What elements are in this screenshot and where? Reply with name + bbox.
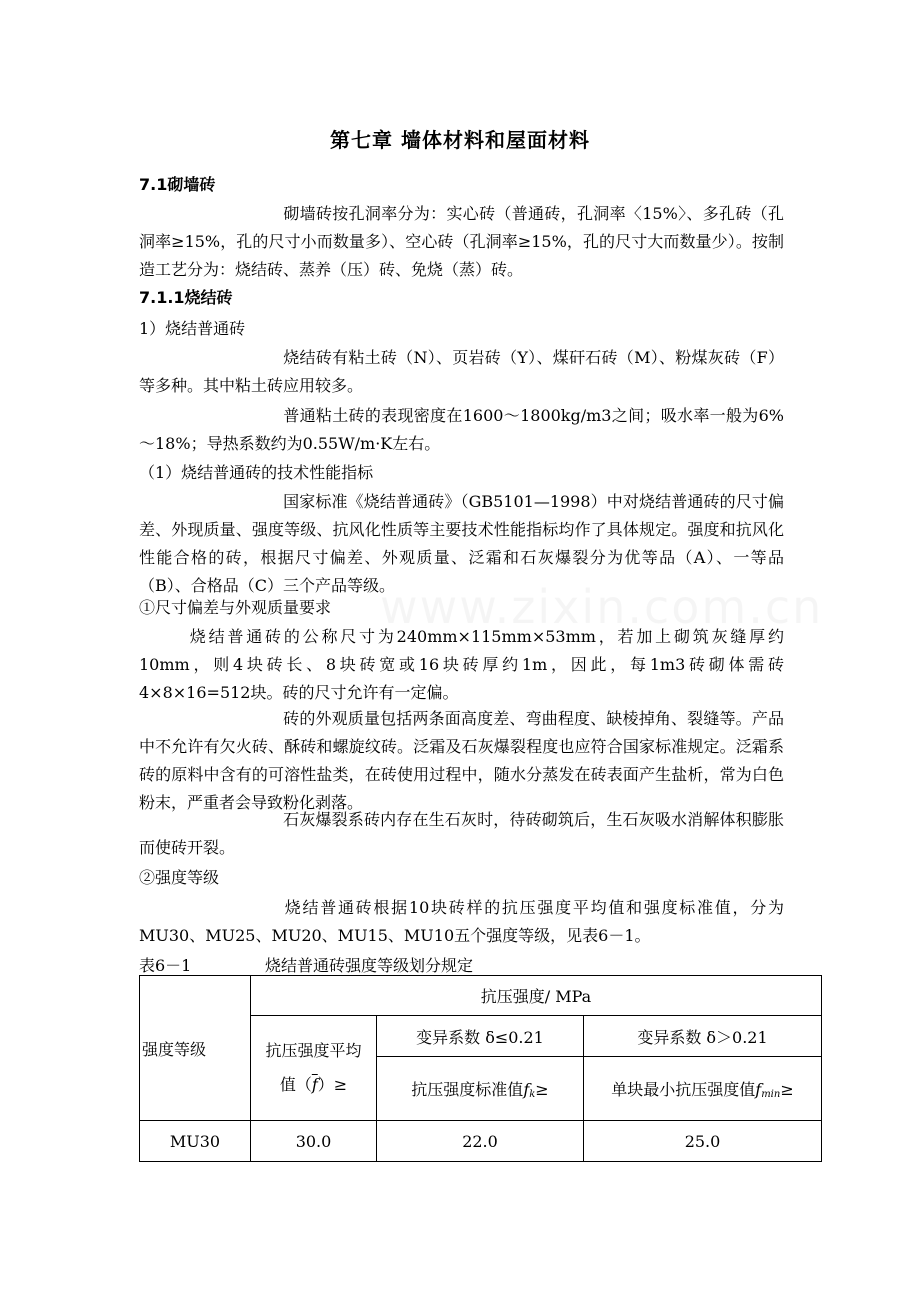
table-row [140, 1121, 822, 1162]
table-caption [139, 953, 474, 976]
header-variation-le: 变异系数 δ≤0.21 [377, 1016, 584, 1057]
header-compressive-strength: 抗压强度/ MPa [251, 976, 822, 1016]
strength-grade-table [139, 975, 822, 1162]
cell-average: 30.0 [251, 1121, 377, 1162]
header-variation-gt: 变异系数 δ＞0.21 [584, 1016, 822, 1057]
paragraph-strength-grades: 烧结普通砖根据10块砖样的抗压强度平均值和强度标准值，分为MU30、MU25、MU20、MU15、MU10五个强度等级，见表6－1。 [139, 898, 784, 945]
subheading-size-deviation: ①尺寸偏差与外观质量要求 [139, 598, 332, 617]
paragraph-nominal-size: 烧结普通砖的公称尺寸为240mm×115mm×53mm，若加上砌筑灰缝厚约10mm，则4块砖长、8块砖宽或16块砖厚约1m，因此，每1m3砖砌体需砖4×8×16=512块。砖的尺寸允许有一定偏。 [139, 627, 784, 702]
cell-standard: 22.0 [377, 1121, 584, 1162]
chapter-title: 第七章 墙体材料和屋面材料 [330, 128, 590, 152]
header-standard-value: 抗压强度标准值$f_k\ge$ [377, 1057, 584, 1121]
f-bar-symbol: $\overline{f}$ [311, 1075, 318, 1094]
header-min-single-value: 单块最小抗压强度值$f_{min}\ge$ [584, 1057, 822, 1121]
subheading-technical-indicators: （1）烧结普通砖的技术性能指标 [139, 463, 374, 482]
table-title: 烧结普通砖强度等级划分规定 [265, 956, 474, 975]
paragraph-density: 普通粘土砖的表现密度在1600～1800kg/m3之间；吸水率一般为6%～18%；导热系数约为0.55W/m·K左右。 [139, 406, 784, 453]
table-number: 表6－1 [139, 956, 192, 975]
header-average-strength: 抗压强度平均 值$(\overline{f})\ge$ [251, 1016, 377, 1121]
paragraph-appearance-quality: 砖的外观质量包括两条面高度差、弯曲程度、缺棱掉角、裂缝等。产品中不允许有欠火砖、酥砖和螺旋纹砖。泛霜及石灰爆裂程度也应符合国家标准规定。泛霜系砖的原料中含有的可溶性盐类，在砖使用过程中，随水分蒸发在砖表面产生盐析，常为白色粉末，严重者会导致粉化剥落。 [139, 709, 784, 812]
cell-minimum: 25.0 [584, 1121, 822, 1162]
paragraph-lime-burst: 石灰爆裂系砖内存在生石灰时，待砖砌筑后，生石灰吸水消解体积膨胀而使砖开裂。 [139, 810, 784, 857]
subheading-strength-grade: ②强度等级 [139, 868, 220, 887]
header-strength-grade: 强度等级 [140, 976, 251, 1121]
paragraph-brick-classification: 砌墙砖按孔洞率分为：实心砖（普通砖，孔洞率〈15%〉、多孔砖（孔洞率≥15%，孔的尺寸小而数量多）、空心砖（孔洞率≥15%，孔的尺寸大而数量少）。按制造工艺分为：烧结砖、蒸养（压）砖、免烧（蒸）砖。 [139, 204, 784, 279]
paragraph-brick-types: 烧结砖有粘土砖（N）、页岩砖（Y）、煤矸石砖（M）、粉煤灰砖（F）等多种。其中粘土砖应用较多。 [139, 348, 784, 395]
paragraph-national-standard: 国家标准《烧结普通砖》（GB5101—1998）中对烧结普通砖的尺寸偏差、外现质量、强度等级、抗风化性质等主要技术性能指标均作了具体规定。强度和抗风化性能合格的砖，根据尺寸偏差、外观质量、泛霜和石灰爆裂分为优等品（A）、一等品（B）、合格品（C）三个产品等级。 [139, 492, 784, 595]
subheading-sintered-ordinary-brick: 1）烧结普通砖 [139, 319, 246, 338]
cell-grade: MU30 [140, 1121, 251, 1162]
section-heading-7-1-1: 7.1.1烧结砖 [139, 288, 233, 307]
section-heading-7-1: 7.1砌墙砖 [139, 175, 216, 194]
